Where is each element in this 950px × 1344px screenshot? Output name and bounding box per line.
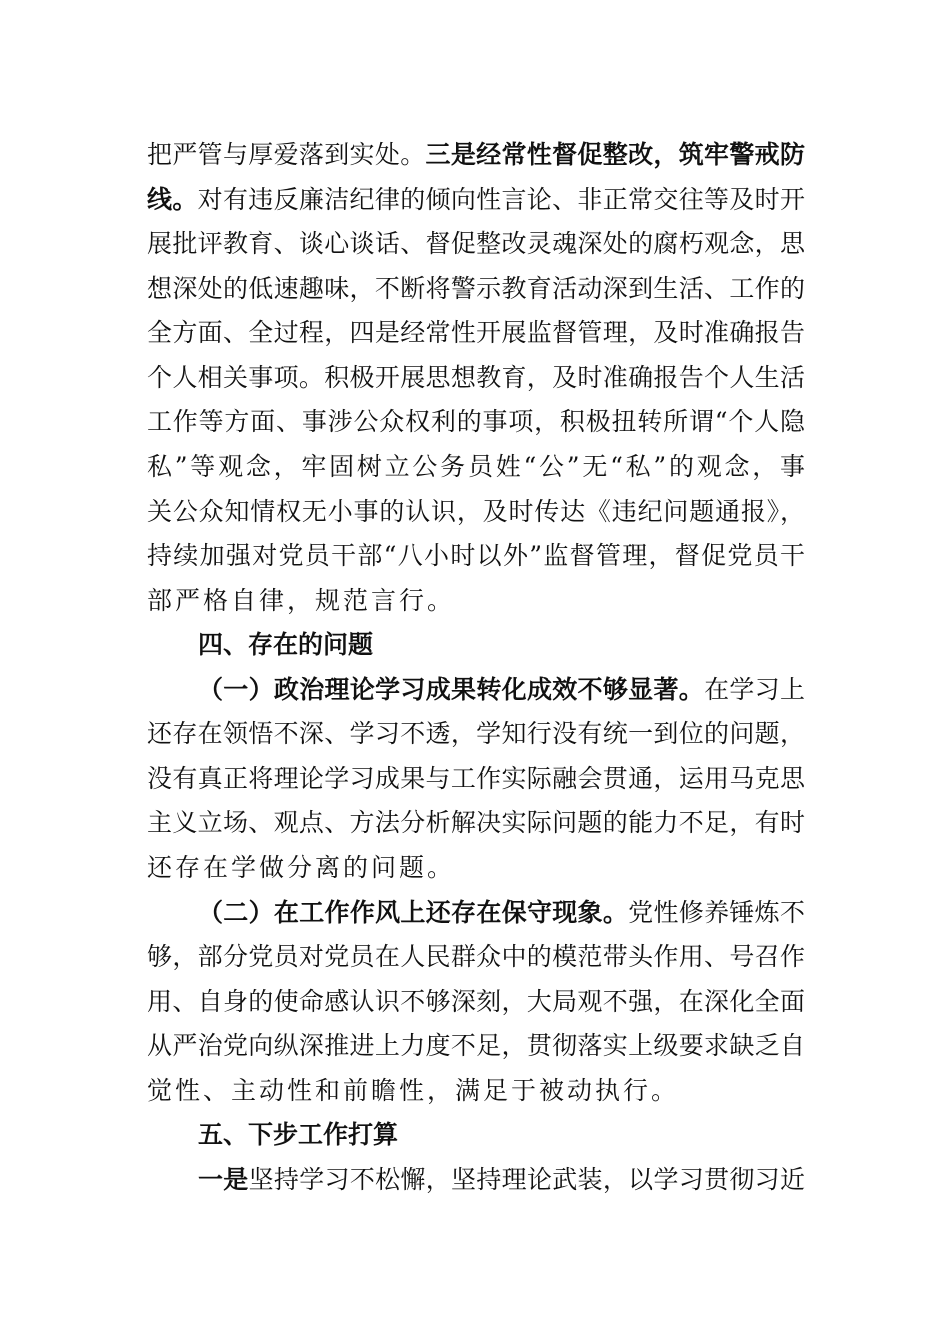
text: 对有违反廉洁纪律的倾向性言论、非正常交往等及时开 <box>197 185 805 214</box>
paragraph-line <box>147 891 805 935</box>
paragraph-line: 个人相关事项。积极开展思想教育，及时准确报告个人生活 <box>147 363 805 392</box>
paragraph-line: 没有真正将理论学习成果与工作实际融会贯通，运用马克思 <box>147 764 805 793</box>
bold-text: 一是 <box>198 1165 249 1194</box>
text: 把严管与厚爱落到实处。 <box>147 140 426 169</box>
bold-text: 三是经常性督促整改，筑牢警戒防 <box>425 140 805 169</box>
bold-text: 线。 <box>147 185 198 214</box>
paragraph-line: 全方面、全过程，四是经常性开展监督管理，及时准确报告 <box>147 318 805 347</box>
paragraph-line: 想深处的低速趣味，不断将警示教育活动深到生活、工作的 <box>147 274 805 303</box>
paragraph-line: 够，部分党员对党员在人民群众中的模范带头作用、号召作 <box>147 942 805 971</box>
paragraph-line <box>147 133 805 177</box>
text: 党性修养锤炼不 <box>628 898 805 927</box>
paragraph-line: 私”等观念，牢固树立公务员姓“公”无“私”的观念，事 <box>147 452 805 481</box>
paragraph-line: 用、自身的使命感认识不够深刻，大局观不强，在深化全面 <box>147 987 805 1016</box>
paragraph-line: 关公众知情权无小事的认识，及时传达《违纪问题通报》， <box>147 497 805 526</box>
paragraph-line: 部严格自律，规范言行。 <box>147 586 456 615</box>
paragraph-line: 持续加强对党员干部“八小时以外”监督管理，督促党员干 <box>147 541 805 570</box>
paragraph-line: 还存在领悟不深、学习不透，学知行没有统一到位的问题， <box>147 719 805 748</box>
paragraph-line: 从严治党向纵深推进上力度不足，贯彻落实上级要求缺乏自 <box>147 1031 805 1060</box>
paragraph-line: 工作等方面、事涉公众权利的事项，积极扭转所谓“个人隐 <box>147 407 805 436</box>
paragraph-line: 觉性、主动性和前瞻性，满足于被动执行。 <box>147 1076 680 1105</box>
paragraph-line: 还存在学做分离的问题。 <box>147 853 456 882</box>
paragraph-line <box>147 668 805 712</box>
subheading-text: （二）在工作作风上还存在保守现象。 <box>198 898 629 927</box>
paragraph-line: 展批评教育、谈心谈话、督促整改灵魂深处的腐朽观念，思 <box>147 229 805 258</box>
paragraph-line <box>147 178 805 222</box>
paragraph-line: 主义立场、观点、方法分析解决实际问题的能力不足，有时 <box>147 808 805 837</box>
paragraph-line <box>147 1158 805 1202</box>
text: 在学习上 <box>704 675 805 704</box>
text: 坚持学习不松懈，坚持理论武装，以学习贯彻习近 <box>248 1165 805 1194</box>
section-heading: 五、下步工作打算 <box>198 1120 399 1149</box>
section-heading: 四、存在的问题 <box>198 630 374 659</box>
subheading-text: （一）政治理论学习成果转化成效不够显著。 <box>198 675 705 704</box>
